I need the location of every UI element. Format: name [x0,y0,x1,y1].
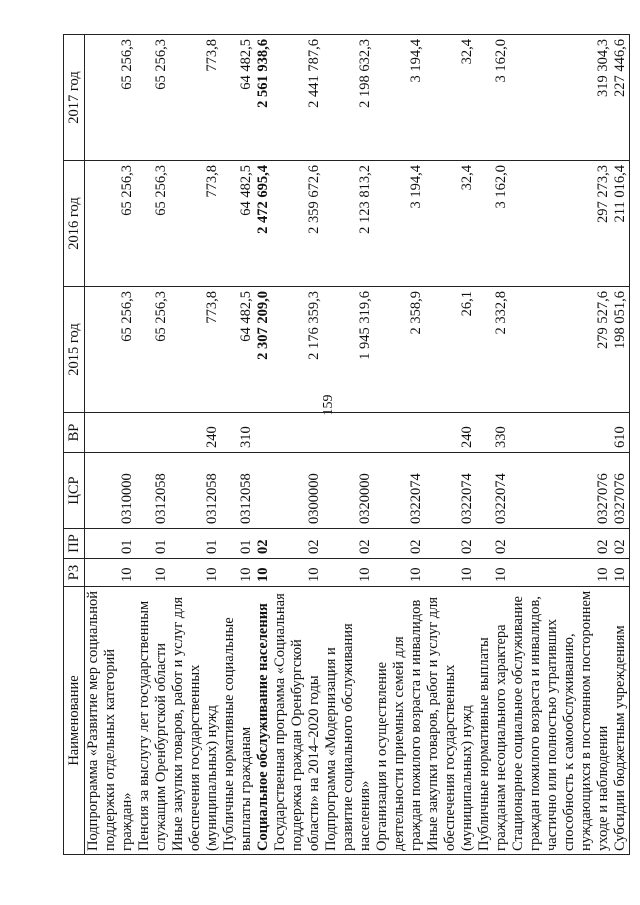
cell-pr: 01 [136,529,170,559]
table-body [85,35,630,855]
cell-vr: 330 [476,413,510,453]
cell-csr: 0322074 [476,453,510,529]
header-pr: ПР [64,529,85,559]
header-2015: 2015 год [64,287,85,413]
cell-name: Государственная программа «Социальная поддержка граждан Оренбургской области» на 2014–2020 годы [272,587,323,855]
cell-2015: 198 051,6 [612,287,630,413]
cell-rz: 10 [323,559,374,587]
cell-vr [510,413,612,453]
budget-table [63,34,630,855]
table-row [85,35,137,855]
table-row [476,35,510,855]
cell-2017: 3 194,4 [374,35,425,161]
table-row [136,35,170,855]
cell-rz: 10 [255,559,272,587]
cell-pr: 02 [272,529,323,559]
cell-rz: 10 [136,559,170,587]
cell-2016: 3 194,4 [374,161,425,287]
cell-vr: 240 [425,413,476,453]
cell-2017: 3 162,0 [476,35,510,161]
cell-pr: 02 [374,529,425,559]
cell-2015: 2 332,8 [476,287,510,413]
cell-pr: 01 [85,529,137,559]
cell-csr: 0322074 [374,453,425,529]
table-row [170,35,221,855]
cell-csr: 0300000 [272,453,323,529]
cell-rz: 10 [170,559,221,587]
cell-2017: 2 561 938,6 [255,35,272,161]
cell-name: Публичные нормативные социальные выплаты гражданам [221,587,255,855]
cell-2016: 2 472 695,4 [255,161,272,287]
cell-name: Пенсия за выслугу лет государственным служащим Оренбургской области [136,587,170,855]
cell-name: Стационарное социальное обслуживание граждан пожилого возраста и инвалидов, частично или полностью утративших способность к самообслуживанию, нуждающихся в постоянном постороннем уходе и наблюдении [510,587,612,855]
cell-name: Подпрограмма «Развитие мер социальной поддержки отдельных категорий граждан» [85,587,137,855]
cell-csr: 0327076 [510,453,612,529]
cell-2017: 2 441 787,6 [272,35,323,161]
cell-pr: 02 [425,529,476,559]
cell-rz: 10 [85,559,137,587]
cell-2015: 65 256,3 [136,287,170,413]
cell-pr: 02 [255,529,272,559]
header-vr: ВР [64,413,85,453]
rotated-table-container [63,35,628,855]
cell-vr [255,413,272,453]
cell-2017: 2 198 632,3 [323,35,374,161]
header-csr: ЦСР [64,453,85,529]
cell-rz: 10 [476,559,510,587]
cell-2016: 297 273,3 [510,161,612,287]
cell-2017: 319 304,3 [510,35,612,161]
cell-name: Субсидии бюджетным учреждениям [612,587,630,855]
cell-2015: 773,8 [170,287,221,413]
cell-rz: 10 [272,559,323,587]
cell-vr [272,413,323,453]
cell-2016: 211 016,4 [612,161,630,287]
cell-csr: 0327076 [612,453,630,529]
cell-2015: 26,1 [425,287,476,413]
table-row [272,35,323,855]
cell-vr [374,413,425,453]
cell-rz: 10 [425,559,476,587]
page-number: 159 [321,394,336,416]
cell-2016: 773,8 [170,161,221,287]
cell-csr: 0310000 [85,453,137,529]
cell-csr: 0320000 [323,453,374,529]
header-rz: РЗ [64,559,85,587]
cell-pr: 02 [612,529,630,559]
cell-csr: 0312058 [170,453,221,529]
cell-pr: 01 [221,529,255,559]
cell-vr: 310 [221,413,255,453]
cell-2017: 773,8 [170,35,221,161]
table-row [255,35,272,855]
cell-2016: 3 162,0 [476,161,510,287]
cell-2016: 32,4 [425,161,476,287]
cell-2015: 1 945 319,6 [323,287,374,413]
cell-2015: 64 482,5 [221,287,255,413]
cell-2017: 32,4 [425,35,476,161]
cell-name: Социальное обслуживание населения [255,587,272,855]
cell-2015: 65 256,3 [85,287,137,413]
cell-rz: 10 [221,559,255,587]
table-row [425,35,476,855]
cell-2017: 64 482,5 [221,35,255,161]
budget-table-sheet [63,35,628,855]
table-row [221,35,255,855]
cell-pr: 01 [170,529,221,559]
cell-pr: 02 [476,529,510,559]
cell-name: Публичные нормативные выплаты гражданам несоциального характера [476,587,510,855]
cell-vr [323,413,374,453]
cell-2016: 65 256,3 [85,161,137,287]
cell-name: Организация и осуществление деятельности приемных семей для граждан пожилого возраста и инвалидов [374,587,425,855]
header-name: Наименование [64,587,85,855]
cell-rz: 10 [510,559,612,587]
cell-rz: 10 [612,559,630,587]
table-row [374,35,425,855]
cell-csr: 0312058 [136,453,170,529]
cell-2017: 65 256,3 [136,35,170,161]
cell-vr: 610 [612,413,630,453]
cell-name: Иные закупки товаров, работ и услуг для обеспечения государственных (муниципальных) нужд [170,587,221,855]
header-2017: 2017 год [64,35,85,161]
cell-2015: 2 176 359,3 [272,287,323,413]
cell-2016: 2 359 672,6 [272,161,323,287]
table-row [612,35,630,855]
cell-2016: 65 256,3 [136,161,170,287]
cell-2016: 64 482,5 [221,161,255,287]
cell-pr: 02 [323,529,374,559]
table-row [323,35,374,855]
cell-2015: 2 307 209,0 [255,287,272,413]
header-2016: 2016 год [64,161,85,287]
cell-vr: 240 [170,413,221,453]
cell-name: Подпрограмма «Модернизация и развитие социального обслуживания населения» [323,587,374,855]
cell-vr [85,413,137,453]
cell-2017: 65 256,3 [85,35,137,161]
cell-rz: 10 [374,559,425,587]
cell-csr [255,453,272,529]
table-header-row [64,35,85,855]
cell-2015: 2 358,9 [374,287,425,413]
cell-2016: 2 123 813,2 [323,161,374,287]
table-row [510,35,612,855]
cell-vr [136,413,170,453]
cell-csr: 0322074 [425,453,476,529]
cell-pr: 02 [510,529,612,559]
cell-name: Иные закупки товаров, работ и услуг для обеспечения государственных (муниципальных) нужд [425,587,476,855]
cell-2017: 227 446,6 [612,35,630,161]
cell-2015: 279 527,6 [510,287,612,413]
cell-csr: 0312058 [221,453,255,529]
